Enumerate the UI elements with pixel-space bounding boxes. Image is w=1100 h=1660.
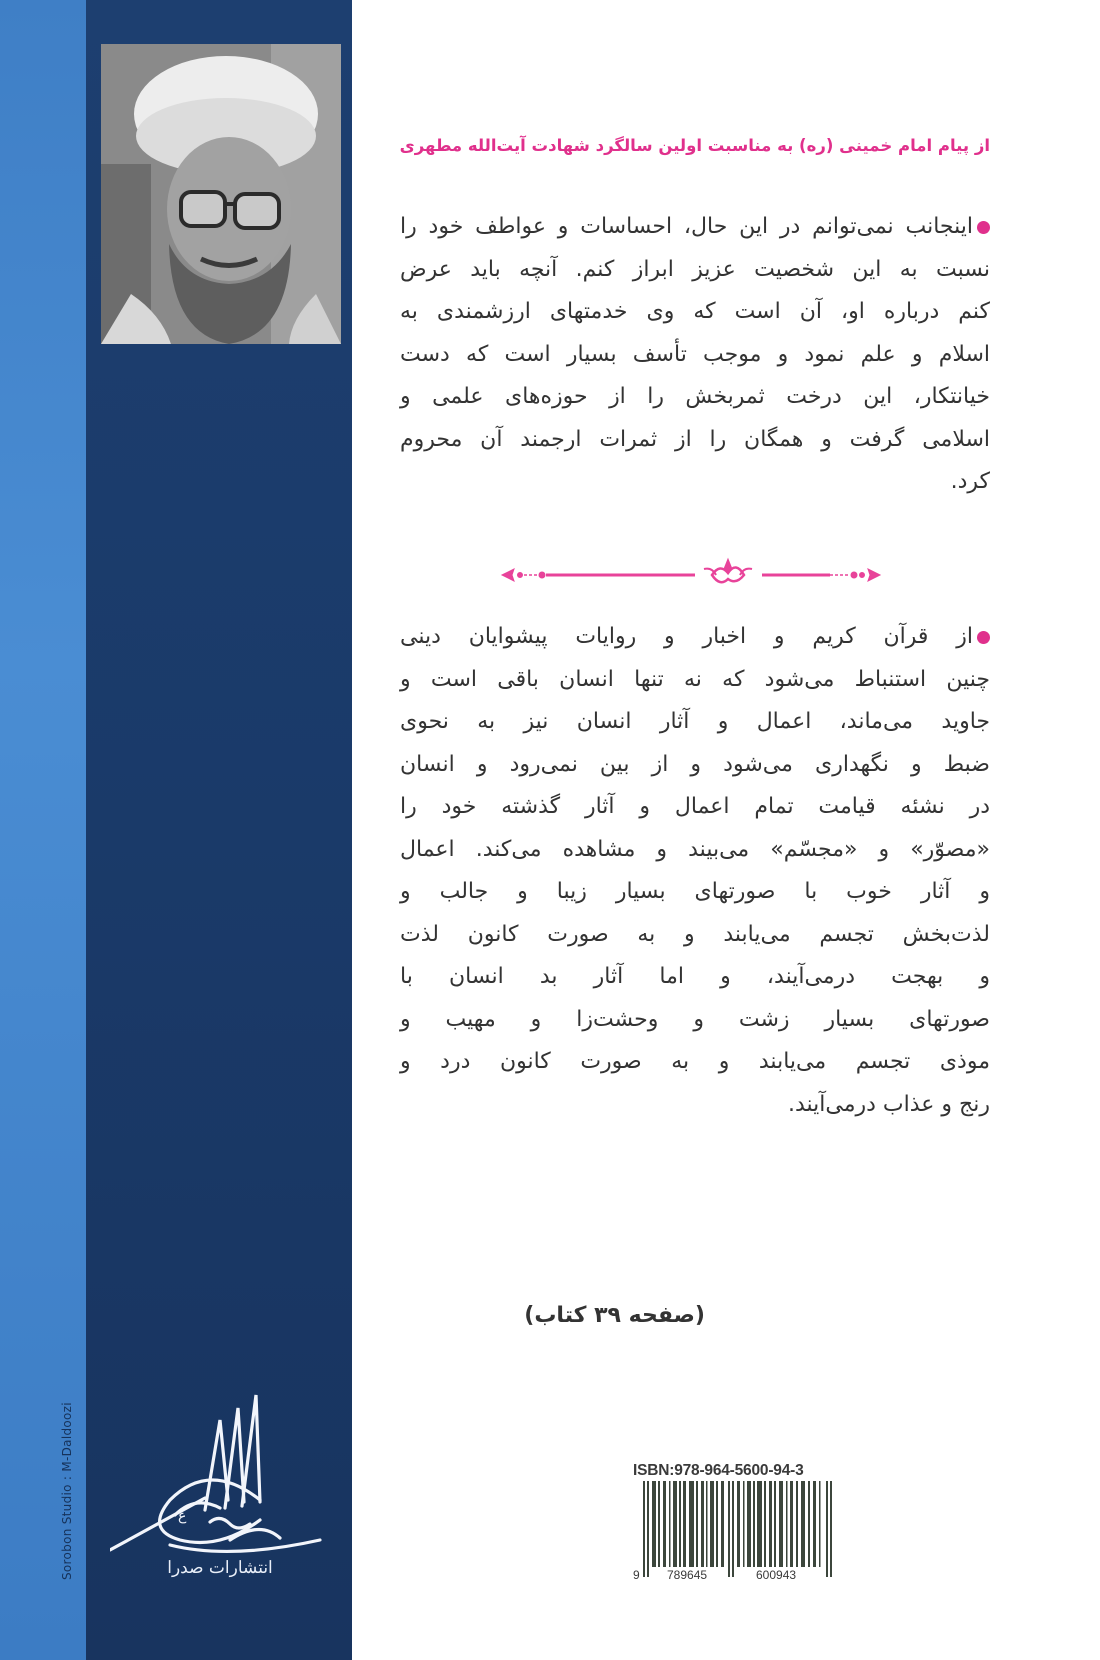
quote2-line: چنین استنباط می‌شود که نه تنها انسان باقی است و xyxy=(400,666,990,692)
quote2-line: و بهجت درمی‌آیند، و اما آثار بد انسان با xyxy=(400,964,990,989)
quote1-line: کرد. xyxy=(950,469,990,494)
isbn-label: ISBN:978-964-5600-94-3 xyxy=(633,1462,804,1479)
pink-bullet-icon xyxy=(977,631,990,644)
quote2-line: در نشئه قیامت تمام اعمال و آثار گذشته خود را xyxy=(400,794,990,819)
quote2-line: «مصوّر» و «مجسّم» می‌بیند و مشاهده می‌کند. اعمال xyxy=(400,836,990,862)
barcode-digits-right: 600943 xyxy=(756,1568,797,1582)
quote2-line: ضبط و نگهداری می‌شود و از بین نمی‌رود و انسان xyxy=(400,751,990,777)
pink-ornament-icon xyxy=(490,555,890,591)
barcode xyxy=(643,1481,833,1577)
quote1-line: نسبت به این شخصیت عزیز ابراز کنم. آنچه باید عرض xyxy=(400,256,990,282)
designer-credit: Sorobon Studio : M-Daldoozi xyxy=(60,1402,74,1580)
quote-paragraph-1 xyxy=(400,206,990,504)
publisher-name: انتشارات صدرا xyxy=(167,1558,273,1578)
barcode-icon xyxy=(643,1481,833,1577)
quote2-line: موذی تجسم می‌یابند و به صورت کانون درد و xyxy=(400,1049,990,1074)
quote2-line: و آثار خوب با صورتهای بسیار زیبا و جالب و xyxy=(400,879,990,904)
quote1-line: خیانتکار، این درخت ثمربخش را از حوزه‌های علمی و xyxy=(400,384,990,409)
quote1-line: اینجانب نمی‌توانم در این حال، احساسات و عواطف خود را xyxy=(400,214,973,239)
quote2-line: جاوید می‌ماند، اعمال و آثار انسان نیز به نحوی xyxy=(400,709,990,734)
svg-text:ع: ع xyxy=(178,1508,187,1524)
barcode-digits-left: 789645 xyxy=(667,1568,708,1582)
barcode-digit-lead: 9 xyxy=(633,1568,640,1582)
back-cover-text xyxy=(400,0,990,1660)
author-portrait xyxy=(101,44,341,344)
quote2-line: لذت‌بخش تجسم می‌یابند و به صورت کانون لذت xyxy=(400,921,990,947)
quote1-line: کنم درباره او، آن است که وی خدمتهای ارزشمندی به xyxy=(400,299,990,324)
quote-paragraph-2 xyxy=(400,616,990,1126)
page-citation: (صفحه ۳۹ کتاب) xyxy=(524,1303,705,1328)
ornamental-divider xyxy=(490,555,890,591)
quote1-line: اسلامی گرفت و همگان را از ثمرات ارجمند آن محروم xyxy=(400,426,990,452)
quote1-line: اسلام و علم نمود و موجب تأسف بسیار است که دست xyxy=(400,341,990,367)
quote-source-heading: از پیام امام خمینی (ره) به مناسبت اولین سالگرد شهادت آیت‌الله مطهری xyxy=(399,136,990,155)
quote2-line: صورتهای بسیار زشت و وحشت‌زا و مهیب و xyxy=(400,1006,990,1032)
quote2-line: رنج و عذاب درمی‌آیند. xyxy=(787,1091,990,1117)
quote2-line: از قرآن کریم و اخبار و روایات پیشوایان دینی xyxy=(400,624,973,649)
pink-bullet-icon xyxy=(977,221,990,234)
portrait-photo-icon xyxy=(101,44,341,344)
